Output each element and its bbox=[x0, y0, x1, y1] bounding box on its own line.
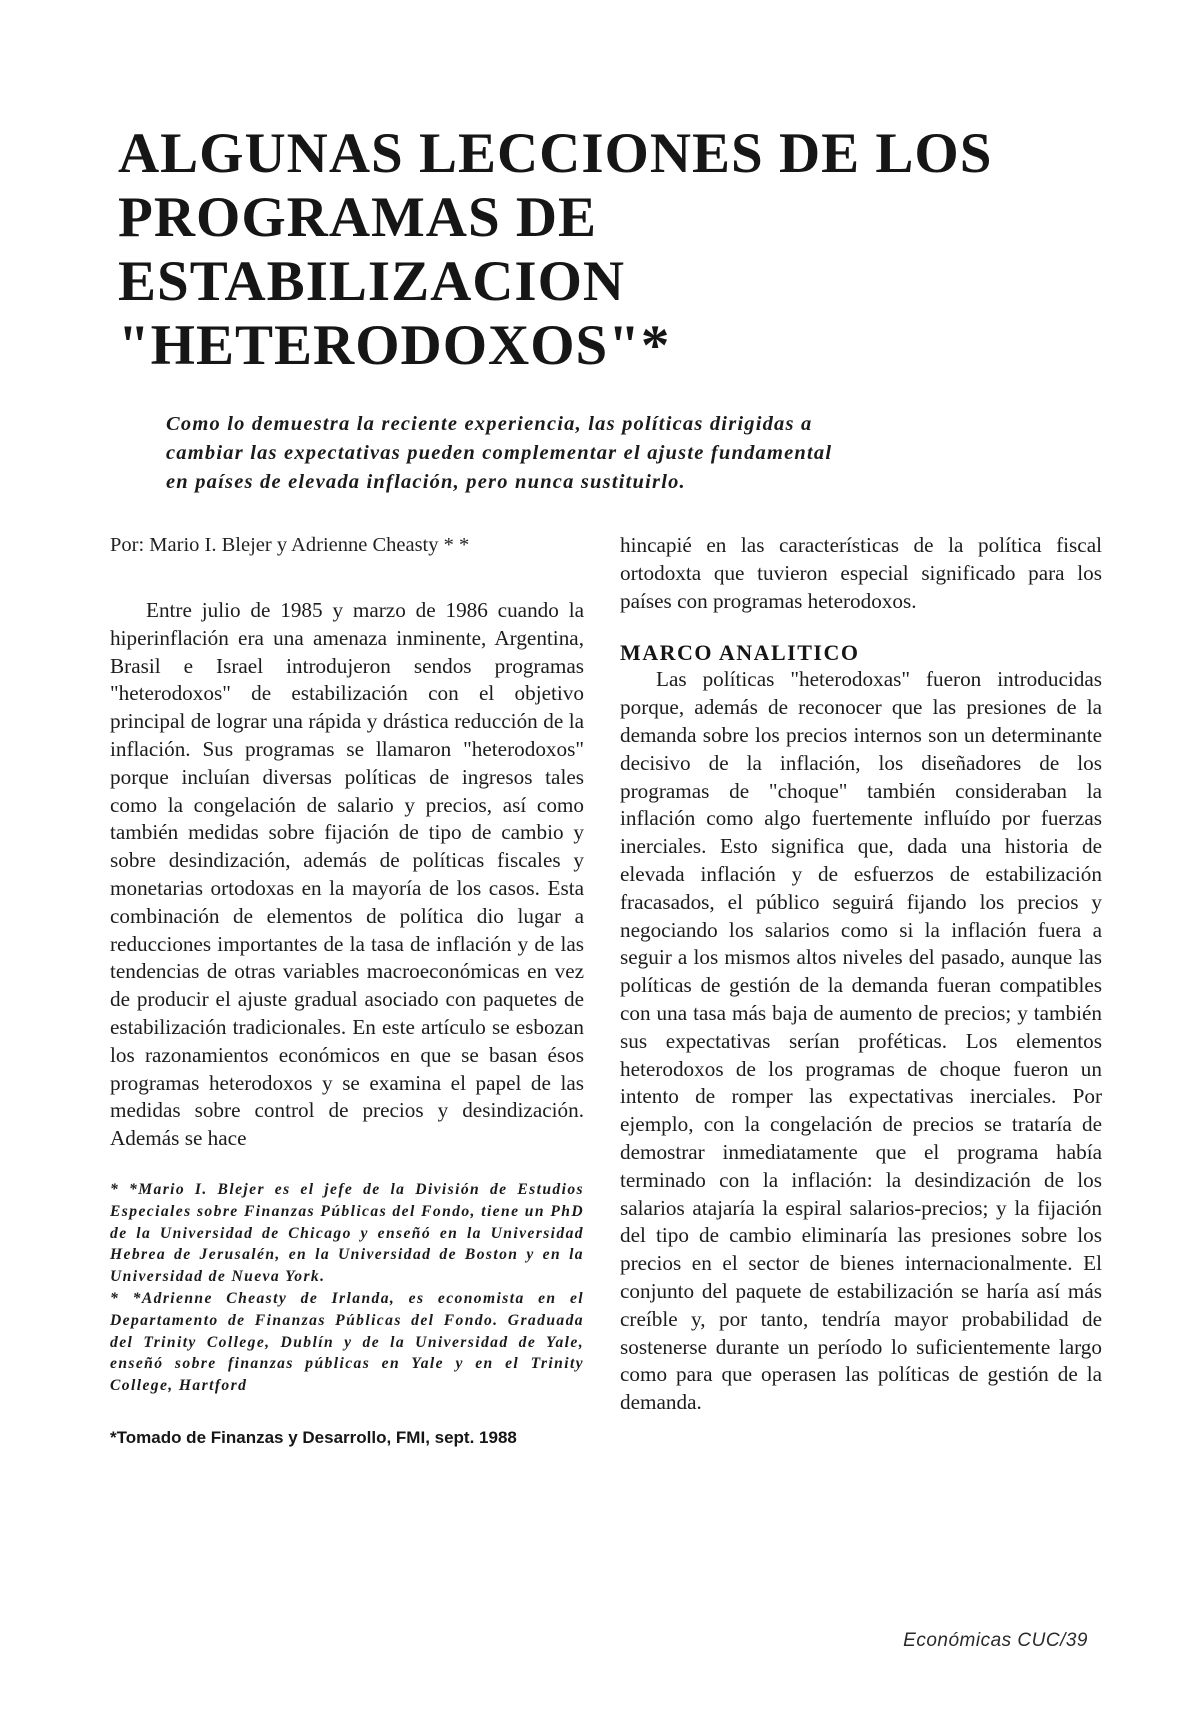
byline: Por: Mario I. Blejer y Adrienne Cheasty * * bbox=[110, 534, 470, 556]
source-note: *Tomado de Finanzas y Desarrollo, FMI, sept. 1988 bbox=[110, 1427, 517, 1447]
body-paragraph: Las políticas "heterodoxas" fueron introducidas porque, además de reconocer que las presiones de la demanda sobre los precios internos son un determinante decisivo de la inflación, los diseñadores de los programas de "choque" también consideraban la inflación como algo fuertemente influído por fuerzas inerciales. Esto significa que, dada una historia de elevada inflación y de esfuerzos de estabilización fracasados, el público seguirá fijando los precios y negociando los salarios como si la inflación fuera a seguir a los mismos altos niveles del pasado, aunque las políticas de gestión de la demanda fueran compatibles con una tasa más baja de aumento de precios; y también sus expectativas serían proféticas. Los elementos heterodoxos de los programas de choque fueron un intento de romper las expectativas inerciales. Por ejemplo, con la congelación de precios se trataría de demostrar inmediatamente que el programa había terminado con la inflación: la desindización de los salarios atajaría la espiral salarios-precios; y la fijación del tipo de cambio eliminaría las presiones sobre los precios en el sector de bienes internacionalmente. El conjunto del paquete de estabilización se haría así más creíble y, por tanto, tendría mayor probabilidad de sostenerse durante un período lo suficientemente largo como para que operasen las políticas de gestión de la demanda. bbox=[620, 667, 1102, 1415]
lead-line: en países de elevada inflación, pero nunca sustituirlo. bbox=[166, 471, 686, 493]
title-line: PROGRAMAS DE bbox=[118, 186, 598, 249]
title-line: ALGUNAS LECCIONES DE LOS bbox=[118, 122, 993, 185]
article-lead bbox=[166, 410, 1046, 497]
left-column bbox=[110, 532, 584, 1449]
body-paragraph: Entre julio de 1985 y marzo de 1986 cuando la hiperinflación era una amenaza inminente, Argentina, Brasil e Israel introdujeron sendos programas "heterodoxos" de estabilización con el objetivo principal de lograr una rápida y drástica reducción de la inflación. Sus programas se llamaron "heterodoxos" porque incluían diversas políticas de ingresos tales como la congelación de salario y precios, así como también medidas sobre fijación de tipo de cambio y sobre desindización, además de políticas fiscales y monetarias ortodoxas en la mayoría de los casos. Esta combinación de elementos de política dio lugar a reducciones importantes de la tasa de inflación y de las tendencias de otras variables macroeconómicas en vez de producir el ajuste gradual asociado con paquetes de estabilización tradicionales. En este artículo se esbozan los razonamientos económicos en que se basan ésos programas heterodoxos y se examina el papel de las medidas sobre control de precios y desindización. Además se hace bbox=[110, 598, 584, 1151]
right-column bbox=[620, 532, 1102, 1417]
body-paragraph-continued: hincapié en las características de la política fiscal ortodoxta que tuvieron especial significado para los países con programas heterodoxos. bbox=[620, 533, 1102, 613]
lead-line: Como lo demuestra la reciente experiencia, las políticas dirigidas a bbox=[166, 413, 813, 435]
footnote-author-1: * *Mario I. Blejer es el jefe de la División de Estudios Especiales sobre Finanzas Públicas del Fondo, tiene un PhD de la Universidad de Chicago y enseñó en la Universidad Hebrea de Jerusalén, en la Universidad de Boston y en la Universidad de Nueva York. bbox=[110, 1180, 584, 1286]
page-folio: Económicas CUC/39 bbox=[903, 1630, 1088, 1651]
footnote-author-2: * *Adrienne Cheasty de Irlanda, es economista en el Departamento de Finanzas Públicas del Fondo. Graduada del Trinity College, Dublín y de la Universidad de Yale, enseñó sobre finanzas públicas en Yale y en el Trinity College, Hartford bbox=[110, 1289, 584, 1395]
footnotes bbox=[110, 1179, 584, 1397]
article-title bbox=[118, 122, 1078, 378]
lead-line: cambiar las expectativas pueden complementar el ajuste fundamental bbox=[166, 442, 833, 464]
title-line: "HETERODOXOS"* bbox=[118, 314, 671, 377]
title-line: ESTABILIZACION bbox=[118, 250, 626, 313]
section-heading: MARCO ANALITICO bbox=[620, 640, 860, 666]
